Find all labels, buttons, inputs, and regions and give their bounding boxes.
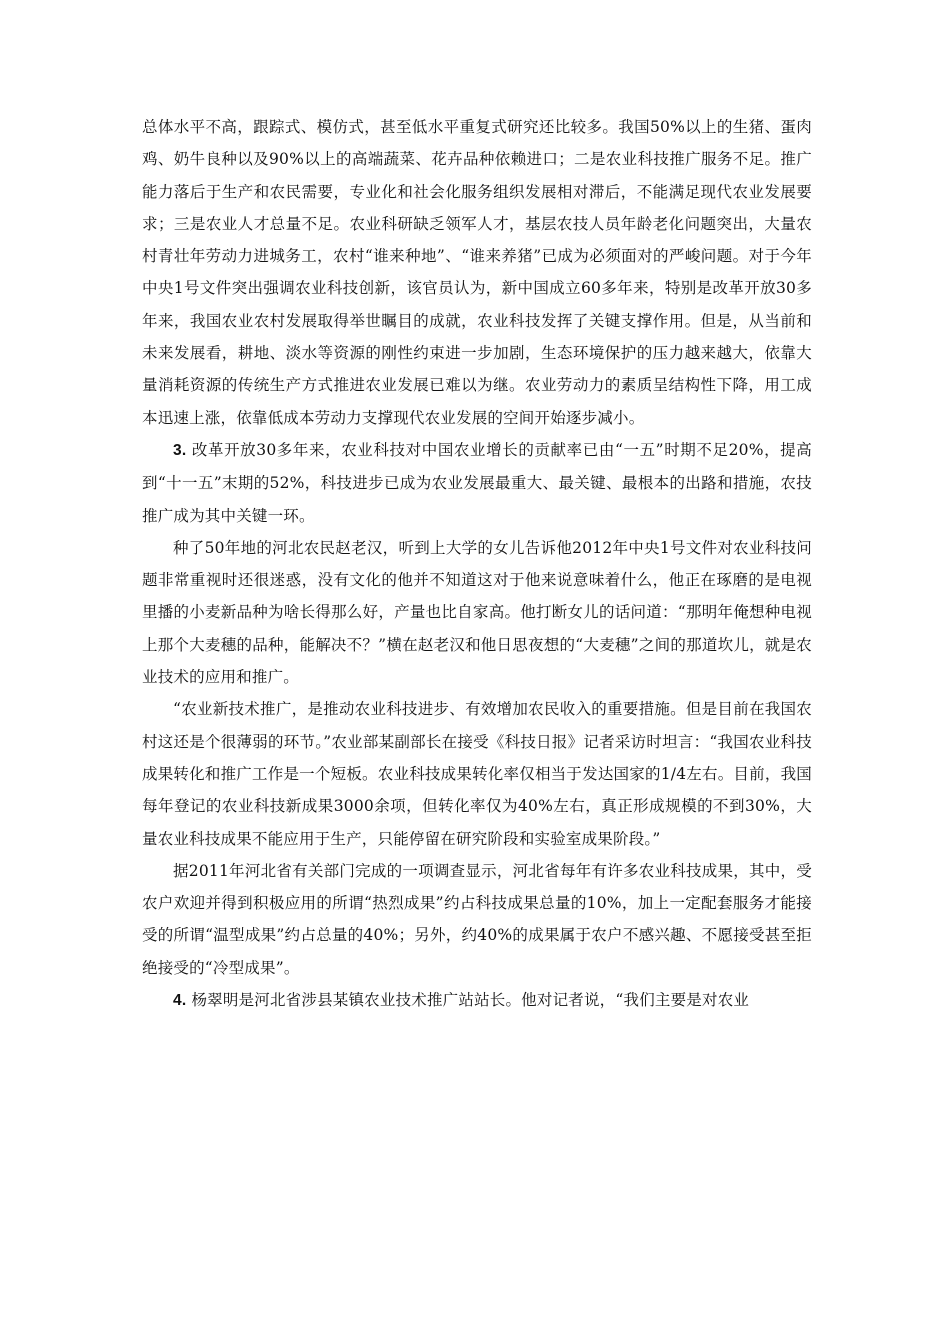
paragraph-5: 据2011年河北省有关部门完成的一项调查显示，河北省每年有许多农业科技成果，其中，受农户欢迎并得到积极应用的所谓“热烈成果”约占科技成果总量的10%，加上一定配套服务才能接受的所谓“温型成果”约占总量的40%；另外，约40%的成果属于农户不感兴趣、不愿接受甚至拒绝接受的“冷型成果”。 — [142, 861, 812, 977]
paragraph-1: 总体水平不高，跟踪式、模仿式，甚至低水平重复式研究还比较多。我国50%以上的生猪、蛋肉鸡、奶牛良种以及90%以上的高端蔬菜、花卉品种依赖进口；二是农业科技推广服务不足。推广能力落后于生产和农民需要，专业化和社会化服务组织发展相对滞后，不能满足现代农业发展要求；三是农业人才总量不足。农业科研缺乏领军人才，基层农技人员年龄老化问题突出，大量农村青壮年劳动力进城务工，农村“谁来种地”、“谁来养猪”已成为必须面对的严峻问题。对于今年中央1号文件突出强调农业科技创新，该官员认为，新中国成立60多年来，特别是改革开放30多年来，我国农业农村发展取得举世瞩目的成就，农业科技发挥了关键支撑作用。但是，从当前和未来发展看，耕地、淡水等资源的刚性约束进一步加剧，生态环境保护的压力越来越大，依靠大量消耗资源的传统生产方式推进农业发展已难以为继。农业劳动力的素质呈结构性下降，用工成本迅速上涨，依靠低成本劳动力支撑现代农业发展的空间开始逐步减小。 — [142, 118, 812, 427]
list-number: 3. — [173, 441, 187, 459]
paragraph-3: 种了50年地的河北农民赵老汉，听到上大学的女儿告诉他2012年中央1号文件对农业科技问题非常重视时还很迷惑，没有文化的他并不知道这对于他来说意味着什么，他正在琢磨的是电视里播的小麦新品种为啥长得那么好，产量也比自家高。他打断女儿的话问道：“那明年俺想种电视上那个大麦穗的品种，能解决不？”横在赵老汉和他日思夜想的“大麦穗”之间的那道坎儿，就是农业技术的应用和推广。 — [142, 538, 812, 687]
paragraph-6-text: 杨翠明是河北省涉县某镇农业技术推广站站长。他对记者说，“我们主要是对农业 — [191, 991, 750, 1010]
paragraph-2-text: 改革开放30多年来，农业科技对中国农业增长的贡献率已由“一五”时期不足20%，提高到“十一五”末期的52%，科技进步已成为农业发展最重大、最关键、最根本的出路和措施，农技推广成为其中关键一环。 — [142, 440, 812, 525]
paragraph-4: “农业新技术推广，是推动农业科技进步、有效增加农民收入的重要措施。但是目前在我国农村这还是个很薄弱的环节。”农业部某副部长在接受《科技日报》记者采访时坦言：“我国农业科技成果转化和推广工作是一个短板。农业科技成果转化率仅相当于发达国家的1/4左右。目前，我国每年登记的农业科技新成果3000余项，但转化率仅为40%左右，真正形成规模的不到30%，大量农业科技成果不能应用于生产，只能停留在研究阶段和实验室成果阶段。” — [142, 700, 812, 848]
paragraph-2-numbered — [142, 434, 812, 532]
paragraph-6-numbered — [142, 984, 812, 1017]
document-body — [142, 111, 812, 1017]
list-number: 4. — [173, 992, 187, 1010]
